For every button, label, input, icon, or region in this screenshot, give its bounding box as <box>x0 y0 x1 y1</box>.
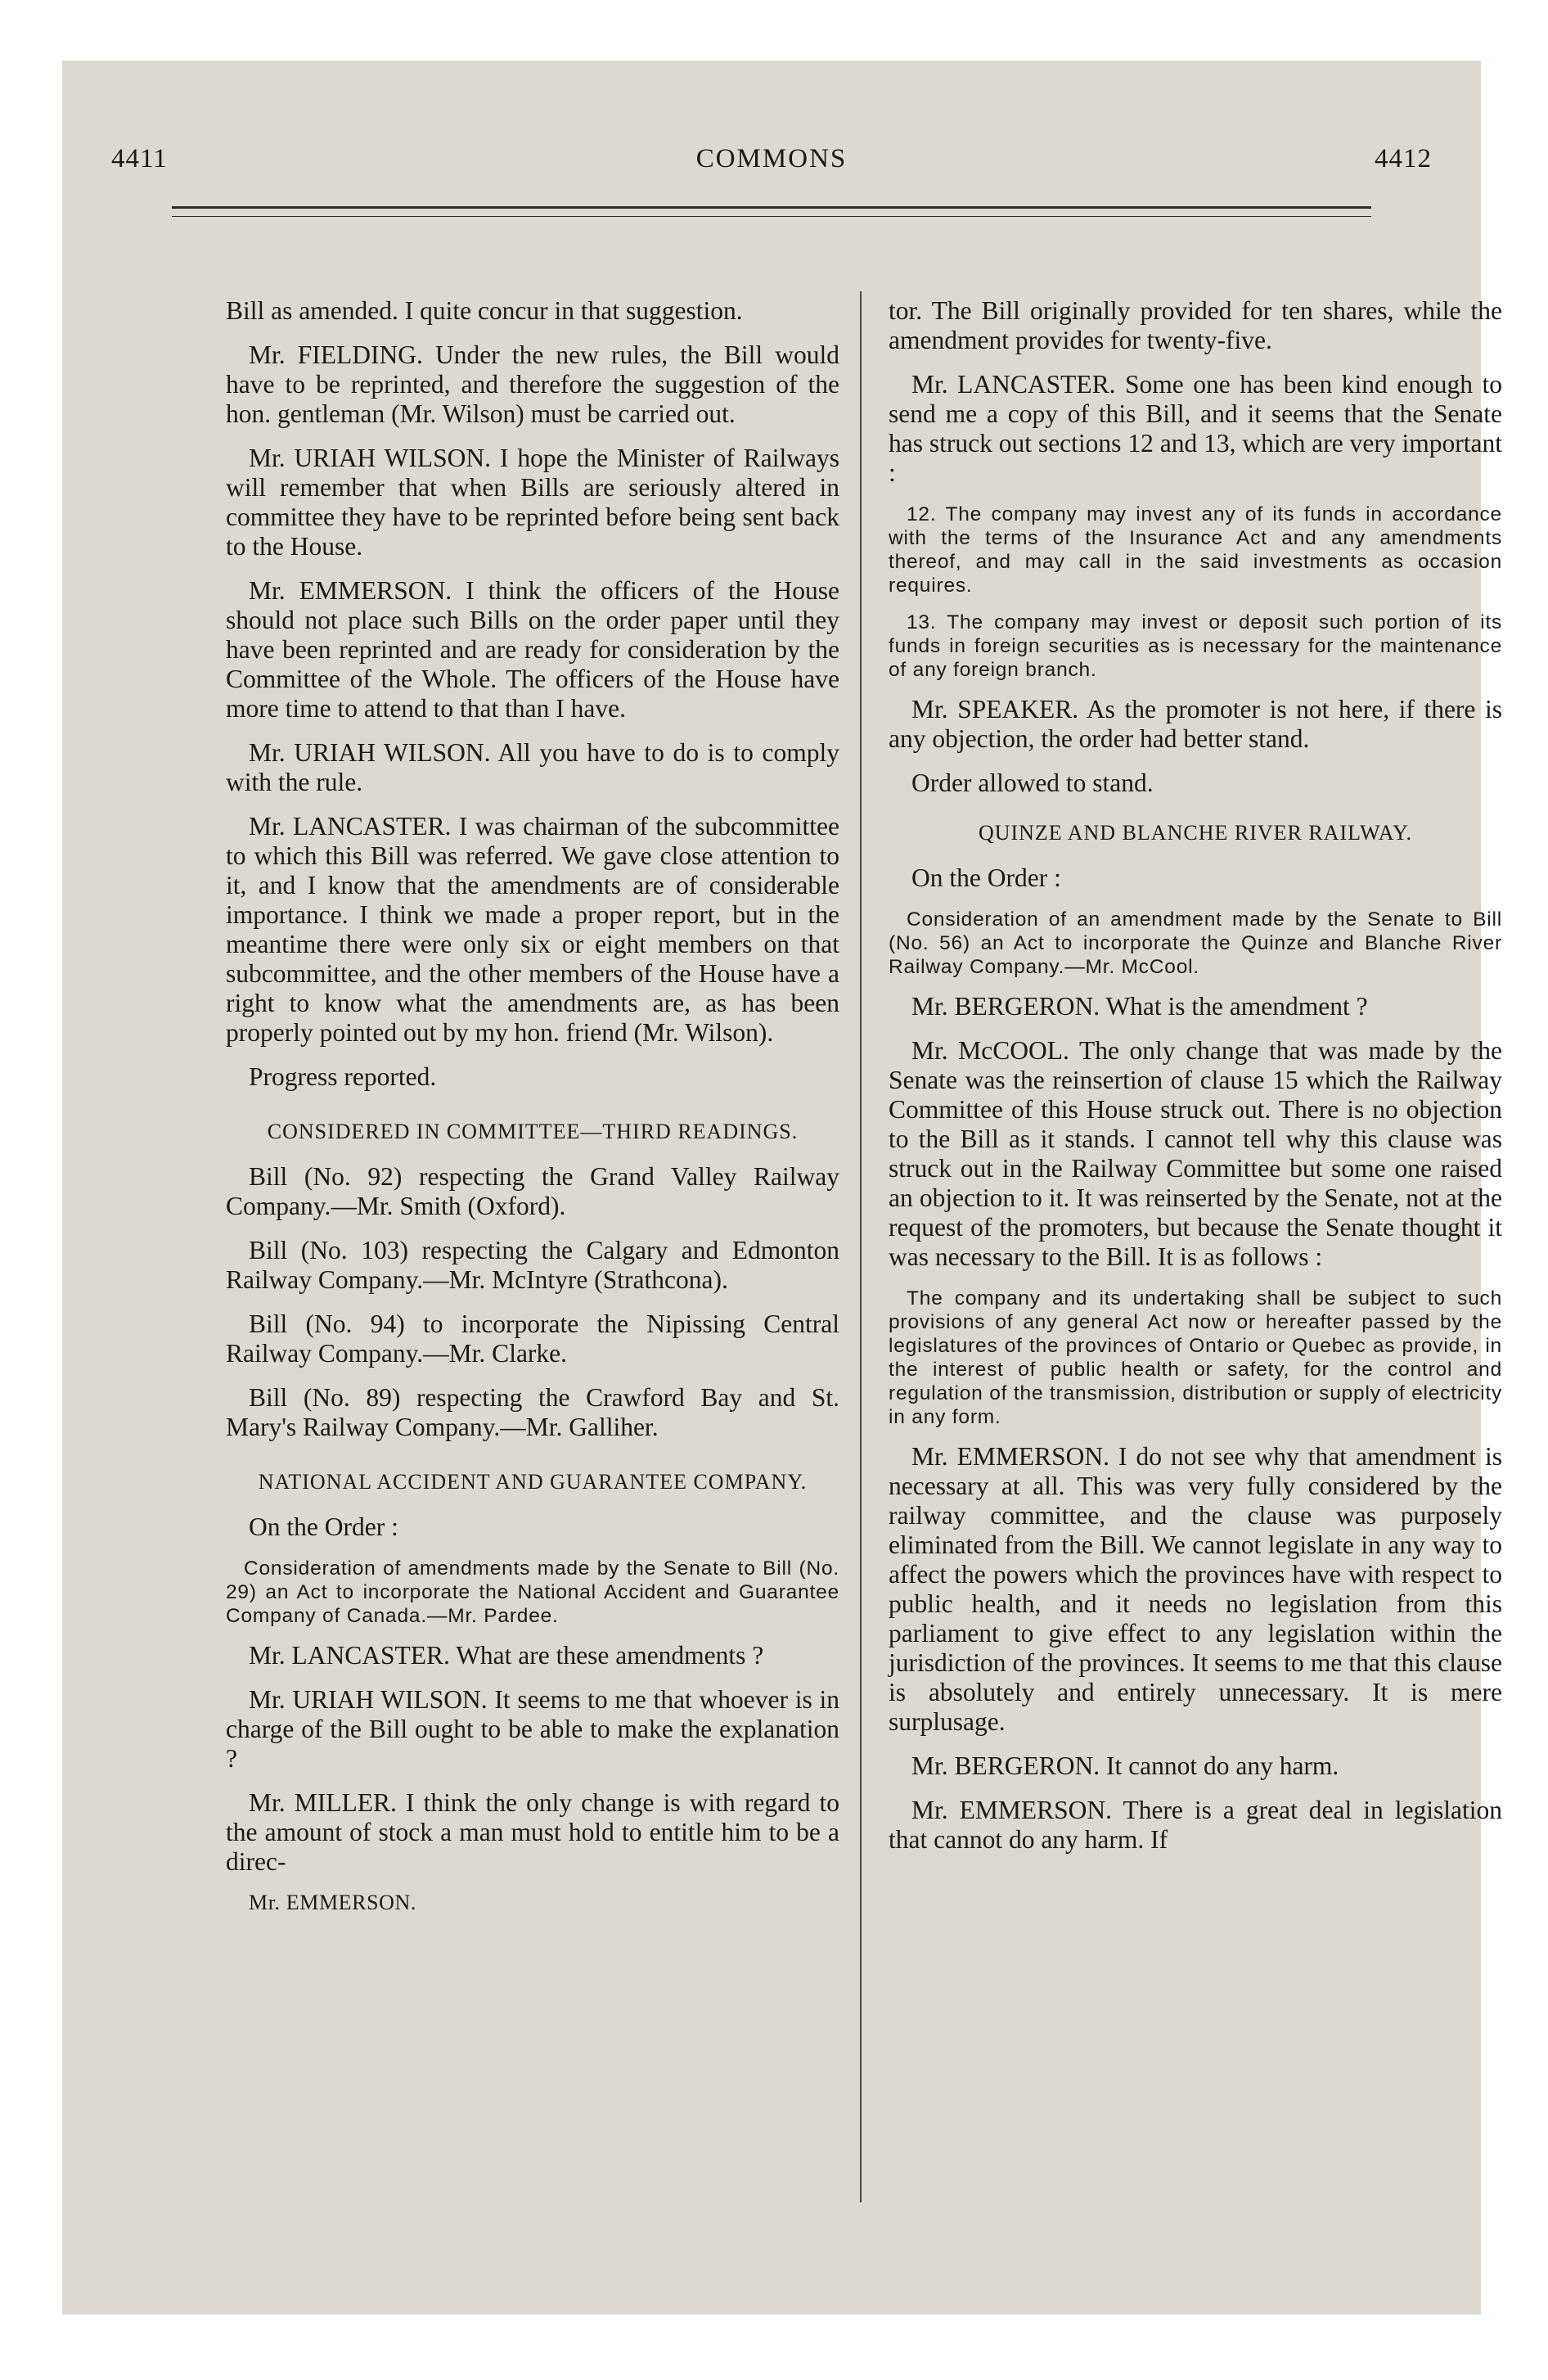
section-heading: CONSIDERED IN COMMITTEE—THIRD READINGS. <box>267 1120 799 1143</box>
speech-emmerson: Mr. EMMERSON. I do not see why that amendment is necessary at all. This was very fully considered by the railway committee, and the clause was purposely eliminated from the Bill. We cannot legislate in any way to affect the powers which the provinces have with respect to public health, and it needs no legislation from this parliament to give effect to any legislation within the jurisdiction of the provinces. It seems to me that this clause is absolutely and entirely unnecessary. It is mere surplusage. <box>889 1442 1502 1736</box>
speech-lancaster: Mr. LANCASTER. I was chairman of the subcommittee to which this Bill was referred. We gave close attention to it, and I know that the amendments are of considerable importance. I think we made a proper report, but in the meantime there were only six or eight members on that subcommittee, and the other members of the House have a right to know what the amendments are, as has been properly pointed out by my hon. friend (Mr. Wilson). <box>226 812 839 1047</box>
catchword: Mr. EMMERSON. <box>249 1891 416 1914</box>
paragraph: tor. The Bill originally provided for ten shares, while the amendment provides for twenty-five. <box>889 296 1502 354</box>
speech-lancaster: Mr. LANCASTER. Some one has been kind enough to send me a copy of this Bill, and it seems that the Senate has struck out sections 12 and 13, which are very important : <box>889 370 1502 487</box>
speech-wilson: Mr. URIAH WILSON. I hope the Minister of Railways will remember that when Bills are seriously altered in committee they have to be reprinted before being sent back to the House. <box>226 444 839 561</box>
progress-reported: Progress reported. <box>249 1062 437 1091</box>
paragraph: Bill as amended. I quite concur in that suggestion. <box>226 296 743 325</box>
column-divider <box>860 291 862 2202</box>
section-heading: QUINZE AND BLANCHE RIVER RAILWAY. <box>978 821 1413 845</box>
right-column <box>889 296 1502 1869</box>
order-line: On the Order : <box>249 1512 398 1541</box>
left-column <box>226 296 839 1932</box>
page-number-right: 4412 <box>1375 144 1432 174</box>
speech-miller: Mr. MILLER. I think the only change is with regard to the amount of stock a man must hold to entitle him to be a direc- <box>226 1788 839 1876</box>
bill-entry: Bill (No. 94) to incorporate the Nipissing Central Railway Company.—Mr. Clarke. <box>226 1309 839 1368</box>
speech-wilson: Mr. URIAH WILSON. It seems to me that whoever is in charge of the Bill ought to be able to make the explanation ? <box>226 1685 839 1773</box>
bill-entry: Bill (No. 89) respecting the Crawford Bay and St. Mary's Railway Company.—Mr. Galliher. <box>226 1383 839 1441</box>
journal-title: COMMONS <box>695 144 848 174</box>
running-head <box>62 144 1481 185</box>
section-heading: NATIONAL ACCIDENT AND GUARANTEE COMPANY. <box>258 1470 808 1494</box>
speech-mccool: Mr. McCOOL. The only change that was made by the Senate was the reinsertion of clause 15 which the Railway Committee of this House struck out. There is no objection to the Bill as it stands. I cannot tell why this clause was struck out in the Railway Committee but some one raised an objection to it. It was reinserted by the Senate, not at the request of the promoters, but because the Senate thought it was necessary to the Bill. It is as follows : <box>889 1036 1502 1271</box>
page-number-left: 4411 <box>111 144 168 174</box>
speech-fielding: Mr. FIELDING. Under the new rules, the Bill would have to be reprinted, and therefore the suggestion of the hon. gentleman (Mr. Wilson) must be carried out. <box>226 340 839 428</box>
section-text: 12. The company may invest any of its funds in accordance with the terms of the Insurance Act and any amendments thereof, and may call in the said investments as occasion requires. <box>889 503 1502 597</box>
bill-entry: Bill (No. 92) respecting the Grand Valley Railway Company.—Mr. Smith (Oxford). <box>226 1162 839 1220</box>
speech-lancaster: Mr. LANCASTER. What are these amendments ? <box>249 1641 764 1670</box>
speech-bergeron: Mr. BERGERON. What is the amendment ? <box>911 992 1368 1021</box>
order-result: Order allowed to stand. <box>911 769 1154 797</box>
order-line: On the Order : <box>911 863 1061 892</box>
speech-emmerson: Mr. EMMERSON. There is a great deal in legislation that cannot do any harm. If <box>889 1796 1502 1854</box>
order-text: Consideration of an amendment made by the Senate to Bill (No. 56) an Act to incorporate the Quinze and Blanche River Railway Company.—Mr. McCool. <box>889 908 1502 978</box>
header-rule <box>172 206 1371 217</box>
speech-wilson: Mr. URIAH WILSON. All you have to do is to comply with the rule. <box>226 738 839 796</box>
clause-text: The company and its undertaking shall be subject to such provisions of any general Act now or hereafter passed by the legislatures of the provinces of Ontario or Quebec as provide, in the interest of public health or safety, for the control and regulation of the transmission, distribution or supply of electricity in any form. <box>889 1287 1502 1428</box>
bill-entry: Bill (No. 103) respecting the Calgary and Edmonton Railway Company.—Mr. McIntyre (Strathcona). <box>226 1236 839 1294</box>
section-text: 13. The company may invest or deposit such portion of its funds in foreign securities as is necessary for the maintenance of any foreign branch. <box>889 611 1502 681</box>
order-text: Consideration of amendments made by the Senate to Bill (No. 29) an Act to incorporate the National Accident and Guarantee Company of Canada.—Mr. Pardee. <box>226 1557 839 1627</box>
speech-emmerson: Mr. EMMERSON. I think the officers of the House should not place such Bills on the order paper until they have been reprinted and are ready for consideration by the Committee of the Whole. The officers of the House have more time to attend to that than I have. <box>226 576 839 723</box>
speech-speaker: Mr. SPEAKER. As the promoter is not here, if there is any objection, the order had better stand. <box>889 695 1502 753</box>
speech-bergeron: Mr. BERGERON. It cannot do any harm. <box>911 1751 1339 1780</box>
scanned-page <box>62 61 1502 2315</box>
